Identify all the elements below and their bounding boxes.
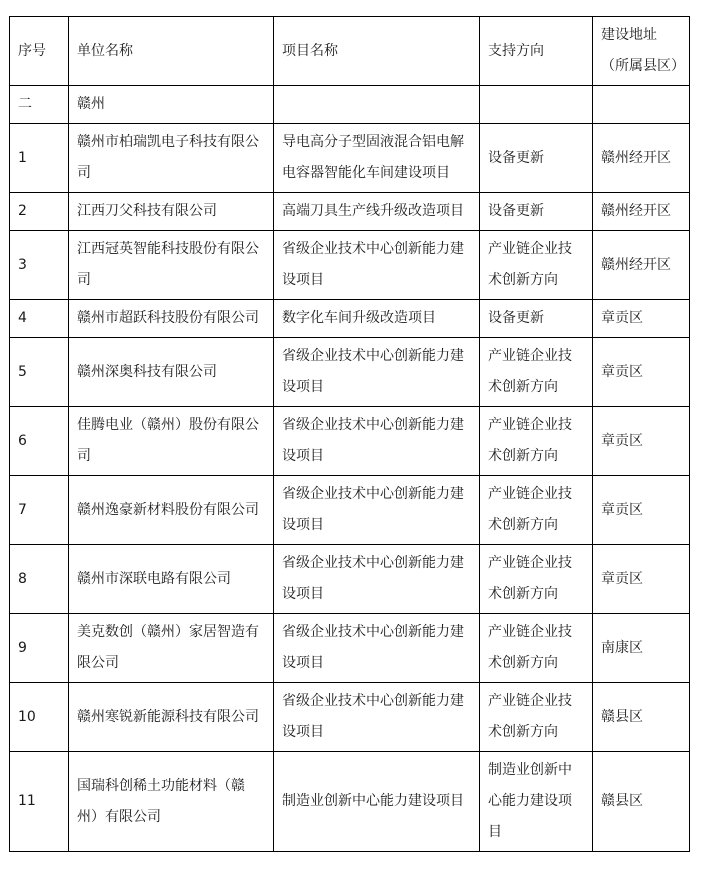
cell-project-name: 省级企业技术中心创新能力建设项目 bbox=[274, 231, 480, 300]
cell-address: 章贡区 bbox=[593, 338, 690, 407]
cell-unit-name: 赣州市柏瑞凯电子科技有限公司 bbox=[69, 124, 274, 193]
cell-seq: 7 bbox=[10, 476, 69, 545]
cell-project-name: 省级企业技术中心创新能力建设项目 bbox=[274, 338, 480, 407]
cell-project-name: 高端刀具生产线升级改造项目 bbox=[274, 193, 480, 231]
cell-unit-name: 国瑞科创稀土功能材料（赣州）有限公司 bbox=[69, 752, 274, 852]
header-project-name: 项目名称 bbox=[274, 17, 480, 86]
cell-unit-name: 江西冠英智能科技股份有限公司 bbox=[69, 231, 274, 300]
cell-address: 赣县区 bbox=[593, 752, 690, 852]
cell-unit-name: 赣州寒锐新能源科技有限公司 bbox=[69, 683, 274, 752]
cell-support-direction: 产业链企业技术创新方向 bbox=[480, 614, 593, 683]
cell-address: 赣州经开区 bbox=[593, 193, 690, 231]
cell-project-name: 省级企业技术中心创新能力建设项目 bbox=[274, 545, 480, 614]
header-support-direction: 支持方向 bbox=[480, 17, 593, 86]
cell-support-direction: 产业链企业技术创新方向 bbox=[480, 683, 593, 752]
cell-support-direction: 设备更新 bbox=[480, 300, 593, 338]
cell-project-name: 省级企业技术中心创新能力建设项目 bbox=[274, 476, 480, 545]
cell-support-direction: 产业链企业技术创新方向 bbox=[480, 476, 593, 545]
section-empty-cell bbox=[480, 86, 593, 124]
cell-address: 南康区 bbox=[593, 614, 690, 683]
cell-seq: 8 bbox=[10, 545, 69, 614]
header-address: 建设地址（所属县区） bbox=[593, 17, 690, 86]
cell-seq: 6 bbox=[10, 407, 69, 476]
cell-support-direction: 设备更新 bbox=[480, 124, 593, 193]
cell-address: 赣州经开区 bbox=[593, 231, 690, 300]
header-row bbox=[10, 17, 690, 86]
cell-project-name: 数字化车间升级改造项目 bbox=[274, 300, 480, 338]
cell-address: 章贡区 bbox=[593, 545, 690, 614]
table-row bbox=[10, 683, 690, 752]
cell-seq: 11 bbox=[10, 752, 69, 852]
cell-address: 赣县区 bbox=[593, 683, 690, 752]
table-row bbox=[10, 231, 690, 300]
cell-seq: 4 bbox=[10, 300, 69, 338]
cell-unit-name: 佳腾电业（赣州）股份有限公司 bbox=[69, 407, 274, 476]
cell-project-name: 省级企业技术中心创新能力建设项目 bbox=[274, 407, 480, 476]
table-row bbox=[10, 614, 690, 683]
cell-project-name: 导电高分子型固液混合铝电解电容器智能化车间建设项目 bbox=[274, 124, 480, 193]
table-row bbox=[10, 338, 690, 407]
cell-unit-name: 江西刀父科技有限公司 bbox=[69, 193, 274, 231]
section-seq: 二 bbox=[10, 86, 69, 124]
table-row bbox=[10, 124, 690, 193]
cell-seq: 10 bbox=[10, 683, 69, 752]
table-body bbox=[10, 17, 690, 852]
section-row bbox=[10, 86, 690, 124]
table-row bbox=[10, 407, 690, 476]
cell-unit-name: 赣州深奥科技有限公司 bbox=[69, 338, 274, 407]
cell-unit-name: 赣州逸豪新材料股份有限公司 bbox=[69, 476, 274, 545]
project-table bbox=[9, 16, 690, 852]
table-row bbox=[10, 752, 690, 852]
header-unit-name: 单位名称 bbox=[69, 17, 274, 86]
cell-support-direction: 设备更新 bbox=[480, 193, 593, 231]
cell-seq: 3 bbox=[10, 231, 69, 300]
cell-seq: 1 bbox=[10, 124, 69, 193]
cell-seq: 2 bbox=[10, 193, 69, 231]
cell-address: 章贡区 bbox=[593, 407, 690, 476]
cell-seq: 9 bbox=[10, 614, 69, 683]
section-name: 赣州 bbox=[69, 86, 274, 124]
cell-project-name: 省级企业技术中心创新能力建设项目 bbox=[274, 614, 480, 683]
table-row bbox=[10, 300, 690, 338]
section-empty-cell bbox=[274, 86, 480, 124]
cell-seq: 5 bbox=[10, 338, 69, 407]
cell-project-name: 制造业创新中心能力建设项目 bbox=[274, 752, 480, 852]
cell-project-name: 省级企业技术中心创新能力建设项目 bbox=[274, 683, 480, 752]
header-seq: 序号 bbox=[10, 17, 69, 86]
cell-unit-name: 赣州市超跃科技股份有限公司 bbox=[69, 300, 274, 338]
cell-support-direction: 产业链企业技术创新方向 bbox=[480, 338, 593, 407]
table-row bbox=[10, 545, 690, 614]
cell-address: 章贡区 bbox=[593, 300, 690, 338]
cell-unit-name: 赣州市深联电路有限公司 bbox=[69, 545, 274, 614]
table-row bbox=[10, 193, 690, 231]
cell-address: 章贡区 bbox=[593, 476, 690, 545]
cell-support-direction: 制造业创新中心能力建设项目 bbox=[480, 752, 593, 852]
cell-address: 赣州经开区 bbox=[593, 124, 690, 193]
section-empty-cell bbox=[593, 86, 690, 124]
cell-support-direction: 产业链企业技术创新方向 bbox=[480, 231, 593, 300]
cell-support-direction: 产业链企业技术创新方向 bbox=[480, 407, 593, 476]
cell-support-direction: 产业链企业技术创新方向 bbox=[480, 545, 593, 614]
cell-unit-name: 美克数创（赣州）家居智造有限公司 bbox=[69, 614, 274, 683]
table-row bbox=[10, 476, 690, 545]
